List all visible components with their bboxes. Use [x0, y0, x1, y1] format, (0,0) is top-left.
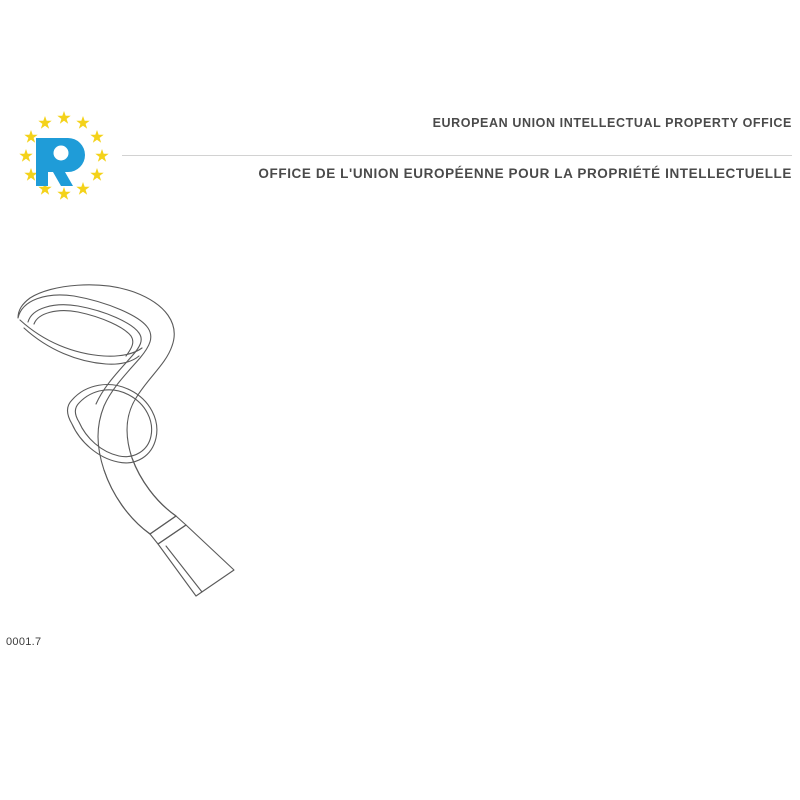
figure-caption: 0001.7	[6, 636, 42, 648]
header-title-fr: OFFICE DE L'UNION EUROPÉENNE POUR LA PROPRIÉTÉ INTELLECTUELLE	[258, 166, 792, 181]
eu-flag-with-r-monogram-icon	[14, 106, 114, 206]
technical-line-drawing	[0, 280, 320, 610]
header-title-en: EUROPEAN UNION INTELLECTUAL PROPERTY OFFICE	[432, 116, 792, 130]
header-divider	[122, 155, 792, 156]
document-header	[0, 98, 800, 208]
